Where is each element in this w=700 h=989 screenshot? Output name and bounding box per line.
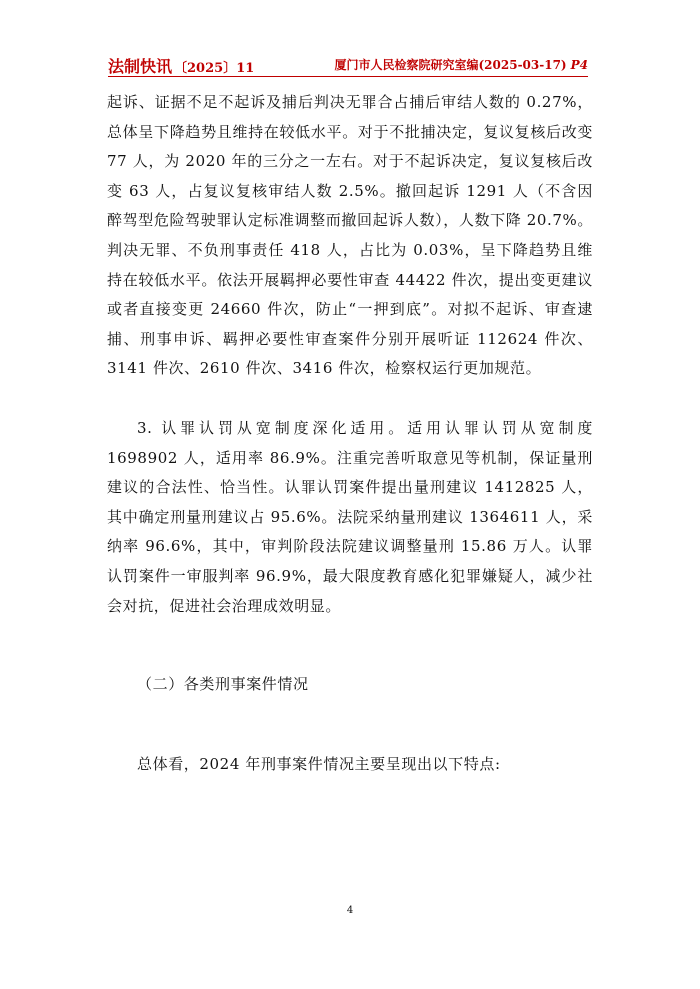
header-issue: 〔2025〕11: [174, 61, 255, 76]
header-title: [108, 54, 254, 77]
paragraph-overview: 总体看，2024 年刑事案件情况主要呈现出以下特点:: [137, 754, 501, 773]
header-brand: 法制快讯: [108, 57, 173, 76]
paragraph-continued: 起诉、证据不足不起诉及捕后判决无罪合占捕后审结人数的 0.27%，总体呈下降趋势且维持在较低水平。对于不批捕决定，复议复核后改变 77 人，为 2020 年的三分之一左右。对于不起诉决定，复议复核后改变 63 人，占复议复核审结人数 2.5%。撤回起诉 1291 人（不含因醉驾型危险驾驶罪认定标准调整而撤回起诉人数），人数下降 20.7%。判决无罪、不负刑事责任 418 人，占比为 0.03%，呈下降趋势且维持在较低水平。依法开展羁押必要性审查 44422 件次，提出变更建议或者直接变更 24660 件次，防止“一押到底”。对拟不起诉、审查逮捕、刑事申诉、羁押必要性审查案件分别开展听证 112624 件次、3141 件次、2610 件次、3416 件次，检察权运行更加规范。: [107, 93, 593, 378]
section-heading: （二）各类刑事案件情况: [137, 675, 309, 694]
document-header: [108, 54, 588, 77]
document-body: [107, 88, 593, 779]
header-source-text: 厦门市人民检察院研究室编(2025-03-17): [334, 58, 567, 72]
header-page-label: P4: [570, 58, 588, 72]
page-number: 4: [346, 905, 354, 916]
paragraph-plea-leniency: 3. 认罪认罚从宽制度深化适用。适用认罪认罚从宽制度 1698902 人，适用率 86.9%。注重完善听取意见等机制，保证量刑建议的合法性、恰当性。认罪认罚案件提出量刑建议 1412825 人，其中确定刑量刑建议占 95.6%。法院采纳量刑建议 1364611 人，采纳率 96.6%，其中，审判阶段法院建议调整量刑 15.86 万人。认罪认罚案件一审服判率 96.9%，最大限度教育感化犯罪嫌疑人，减少社会对抗，促进社会治理成效明显。: [107, 418, 593, 615]
header-source: [335, 56, 589, 73]
